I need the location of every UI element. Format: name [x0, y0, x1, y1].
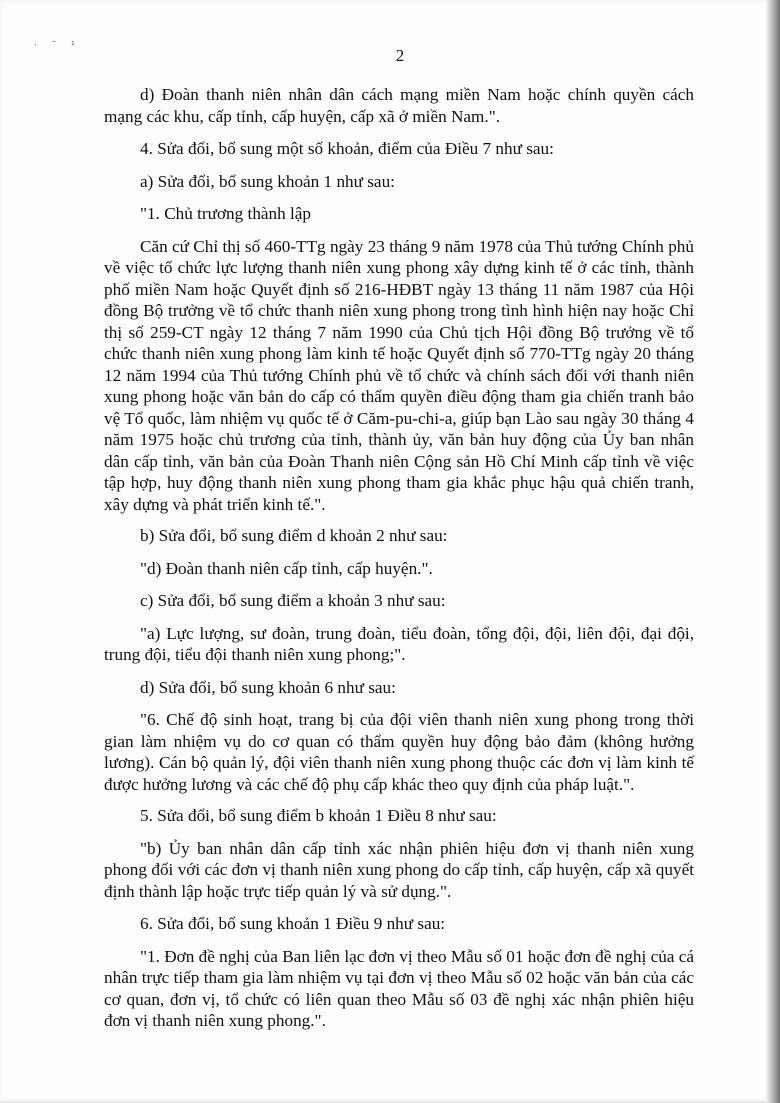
paragraph: a) Sửa đổi, bổ sung khoản 1 như sau: [140, 171, 395, 191]
paragraph: c) Sửa đổi, bổ sung điểm a khoản 3 như sau: [140, 591, 446, 610]
paragraph: 5. Sửa đổi, bổ sung điểm b khoản 1 Điều 8 như sau: [140, 806, 497, 825]
paragraph: d) Đoàn thanh niên nhân dân cách mạng miền Nam hoặc chính quyền cách mạng các khu, cấp tỉnh, cấp huyện, cấp xã ở miền Nam.". [104, 85, 694, 126]
paragraph: b) Sửa đổi, bổ sung điểm d khoản 2 như sau: [140, 526, 448, 545]
paragraph: Căn cứ Chỉ thị số 460-TTg ngày 23 tháng 9 năm 1978 của Thủ tướng Chính phủ về việc tổ chức lực lượng thanh niên xung phong xây dựng kinh tế ở các tỉnh, thành phố miền Nam hoặc Quyết định số 216-HĐBT ngày 13 tháng 11 năm 1987 của Hội đồng Bộ trưởng về tổ chức thanh niên xung phong trong tình hình hiện nay hoặc Chỉ thị số 259-CT ngày 12 tháng 7 năm 1990 của Chủ tịch Hội đồng Bộ trưởng về tổ chức thanh niên xung phong làm kinh tế hoặc Quyết định số 770-TTg ngày 20 tháng 12 năm 1994 của Thủ tướng Chính phủ về tổ chức và chính sách đối với thanh niên xung phong hoặc văn bản do cấp có thẩm quyền điều động tham gia chiến tranh bảo vệ Tổ quốc, làm nhiệm vụ quốc tế ở Căm-pu-chi-a, giúp bạn Lào sau ngày 30 tháng 4 năm 1975 hoặc chủ trương của tỉnh, thành ủy, văn bản huy động của Ủy ban nhân dân cấp tỉnh, văn bản của Đoàn Thanh niên Cộng sản Hồ Chí Minh cấp tỉnh về việc tập hợp, huy động thanh niên xung phong tham gia khắc phục hậu quả chiến tranh, xây dựng và phát triển kinh tế.". [104, 236, 694, 514]
paragraph: 4. Sửa đổi, bổ sung một số khoản, điểm của Điều 7 như sau: [140, 139, 554, 158]
paragraph: "6. Chế độ sinh hoạt, trang bị của đội viên thanh niên xung phong trong thời gian làm nhiệm vụ do cơ quan có thẩm quyền huy động bảo đảm (không hưởng lương). Cán bộ quản lý, đội viên thanh niên xung phong thuộc các đơn vị làm kinh tế được hưởng lương và các chế độ phụ cấp khác theo quy định của pháp luật.". [104, 710, 694, 794]
scan-edge-shadow [766, 0, 780, 1103]
paragraph: "1. Đơn đề nghị của Ban liên lạc đơn vị theo Mẫu số 01 hoặc đơn đề nghị của cá nhân trực tiếp tham gia làm nhiệm vụ tại đơn vị theo Mẫu số 02 hoặc văn bản của các cơ quan, đơn vị, tổ chức có liên quan theo Mẫu số 03 đề nghị xác nhận phiên hiệu đơn vị thanh niên xung phong.". [104, 946, 694, 1030]
paragraph: d) Sửa đổi, bổ sung khoản 6 như sau: [140, 677, 396, 697]
document-body [104, 84, 694, 1043]
scan-speck-decoration: · ˜ ¹ [34, 41, 81, 51]
paragraph: "1. Chủ trương thành lập [140, 204, 312, 223]
page-number: 2 [395, 46, 405, 65]
paragraph: "d) Đoàn thanh niên cấp tỉnh, cấp huyện.". [140, 558, 433, 578]
paragraph: "b) Ủy ban nhân dân cấp tỉnh xác nhận phiên hiệu đơn vị thanh niên xung phong đối với các đơn vị thanh niên xung phong do cấp tỉnh, cấp huyện, cấp xã quyết định thành lập hoặc trực tiếp quản lý và sử dụng.". [104, 838, 694, 901]
paragraph: 6. Sửa đổi, bổ sung khoản 1 Điều 9 như sau: [140, 914, 446, 933]
paragraph: "a) Lực lượng, sư đoàn, trung đoàn, tiểu đoàn, tổng đội, đội, liên đội, đại đội, trung đội, tiểu đội thanh niên xung phong;". [104, 623, 694, 664]
